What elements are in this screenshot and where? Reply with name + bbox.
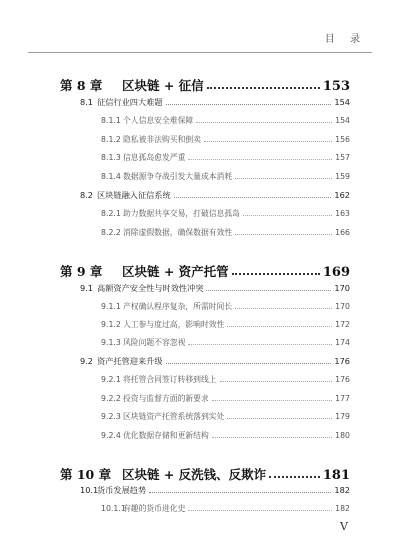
toc-title: 个人信息安全难保障	[123, 116, 194, 125]
dot-leader	[235, 234, 332, 235]
dot-leader	[206, 290, 331, 291]
toc-number: 9.2.4	[101, 431, 121, 440]
dot-leader	[149, 492, 331, 493]
toc-page-number: 159	[335, 172, 350, 181]
toc-number: 第 8 章	[60, 78, 103, 93]
toc-number: 9.2.2	[101, 394, 121, 403]
toc-title: 货币发展趋势	[97, 485, 147, 495]
dot-leader	[235, 308, 332, 309]
toc-entry-subsection[interactable]	[0, 134, 400, 145]
toc-page-number: 169	[322, 265, 350, 280]
toc-page-number: 162	[334, 190, 350, 200]
dot-leader	[243, 215, 332, 216]
toc-title: 区块链资产托管系统落到实处	[123, 412, 225, 421]
dot-leader	[232, 273, 320, 275]
toc-page-number: 153	[322, 79, 350, 94]
toc-number: 9.2	[80, 356, 94, 366]
dot-leader	[269, 476, 320, 478]
toc-number: 9.1	[80, 283, 94, 293]
toc-title: 数据源争夺战引发大量成本消耗	[123, 172, 233, 181]
toc-number: 9.1.1	[101, 302, 121, 311]
toc-entry-subsection[interactable]	[0, 374, 400, 385]
toc-entry-section[interactable]	[0, 283, 400, 294]
toc-page-number: 177	[335, 394, 350, 403]
toc-number: 第 10 章	[60, 467, 112, 482]
toc-entry-subsection[interactable]	[0, 152, 400, 163]
toc-title: 投资与监督方面的新要求	[123, 394, 209, 403]
toc-number: 8.1	[80, 97, 94, 107]
toc-number: 8.1.4	[101, 172, 121, 181]
toc-title: 风险问题不容忽视	[123, 338, 186, 347]
toc-entry-subsection[interactable]	[0, 319, 400, 330]
header-rule	[28, 52, 372, 53]
toc-entry-subsection[interactable]	[0, 337, 400, 348]
toc-title: 征信行业四大难题	[97, 97, 163, 107]
dot-leader	[227, 418, 332, 419]
toc-page-number: 179	[335, 412, 350, 421]
dot-leader	[212, 400, 332, 401]
dot-leader	[166, 104, 332, 105]
toc-entry-subsection[interactable]	[0, 430, 400, 441]
toc-title: 区块链融入征信系统	[97, 190, 171, 200]
toc-page-number: 172	[335, 320, 350, 329]
toc-entry-subsection[interactable]	[0, 227, 400, 238]
toc-page-number: 182	[334, 485, 350, 495]
toc-entry-section[interactable]	[0, 485, 400, 496]
toc-title: 消除虚假数据，确保数据有效性	[123, 228, 233, 237]
toc-entry-chapter[interactable]	[0, 76, 400, 94]
toc-entry-section[interactable]	[0, 97, 400, 108]
toc-title: 隐私被非法购买和倒卖	[123, 135, 201, 144]
toc-page-number: 170	[334, 283, 350, 293]
toc-page-number: 154	[334, 97, 350, 107]
toc-number: 9.1.2	[101, 320, 121, 329]
toc-page-number: 156	[335, 135, 350, 144]
dot-leader	[212, 437, 332, 438]
toc-number: 8.2	[80, 190, 94, 200]
toc-page-number: 181	[322, 468, 350, 483]
toc-page-number: 182	[335, 504, 350, 513]
toc-title: 人工参与度过高，影响时效性	[123, 320, 225, 329]
toc-number: 8.2.1	[101, 209, 121, 218]
page-folio: V	[340, 520, 348, 533]
toc-number: 第 9 章	[60, 264, 103, 279]
toc-number: 9.1.3	[101, 338, 121, 347]
toc-number: 8.1.3	[101, 153, 121, 162]
toc-page-number: 163	[335, 209, 350, 218]
toc-title: 高额资产安全性与时效性冲突	[97, 283, 204, 293]
toc-entry-subsection[interactable]	[0, 411, 400, 422]
toc-title: 产权确认程序复杂，所需时间长	[123, 302, 233, 311]
toc-entry-subsection[interactable]	[0, 503, 400, 514]
toc-entry-chapter[interactable]	[0, 465, 400, 483]
toc-title: 区块链 + 资产托管	[122, 264, 229, 279]
toc-number: 10.1.1	[101, 504, 126, 513]
toc-page-number: 180	[335, 431, 350, 440]
toc-entry-section[interactable]	[0, 190, 400, 201]
toc-title: 将托管合同签订转移到线上	[123, 375, 217, 384]
toc-entry-subsection[interactable]	[0, 115, 400, 126]
toc-entry-section[interactable]	[0, 356, 400, 367]
dot-leader	[188, 510, 332, 511]
dot-leader	[166, 363, 332, 364]
toc-title: 区块链 + 征信	[122, 78, 204, 93]
toc-page-number: 174	[335, 338, 350, 347]
dot-leader	[174, 197, 332, 198]
toc-entry-chapter[interactable]	[0, 262, 400, 280]
toc-page-number: 157	[335, 153, 350, 162]
dot-leader	[188, 344, 332, 345]
toc-entry-subsection[interactable]	[0, 171, 400, 182]
running-head: 目 录	[324, 34, 366, 45]
toc-number: 10.1	[80, 485, 99, 495]
toc-page-number: 154	[335, 116, 350, 125]
toc-title: 助力数据共享交易，打破信息孤岛	[123, 209, 240, 218]
toc-title: 区块链 + 反洗钱、反欺诈	[122, 467, 267, 482]
toc-number: 9.2.1	[101, 375, 121, 384]
toc-title: 优化数据存储和更新结构	[123, 431, 209, 440]
dot-leader	[188, 159, 332, 160]
toc-title: 资产托管迎来升级	[97, 356, 163, 366]
dot-leader	[220, 381, 333, 382]
toc-title: 有趣的货币进化史	[123, 504, 186, 513]
dot-leader	[196, 122, 332, 123]
toc-number: 8.1.1	[101, 116, 121, 125]
toc-entry-subsection[interactable]	[0, 393, 400, 404]
toc-title: 信息孤岛愈发严重	[123, 153, 186, 162]
dot-leader	[207, 87, 320, 89]
toc-page-number: 170	[335, 302, 350, 311]
toc-entry-subsection[interactable]	[0, 208, 400, 219]
toc-number: 8.1.2	[101, 135, 121, 144]
dot-leader	[227, 326, 332, 327]
toc-entry-subsection[interactable]	[0, 301, 400, 312]
toc-page-number: 176	[334, 356, 350, 366]
dot-leader	[235, 178, 332, 179]
toc-number: 8.2.2	[101, 228, 121, 237]
toc-number: 9.2.3	[101, 412, 121, 421]
toc-page-number: 176	[335, 375, 350, 384]
toc-page-number: 166	[335, 228, 350, 237]
dot-leader	[204, 141, 332, 142]
